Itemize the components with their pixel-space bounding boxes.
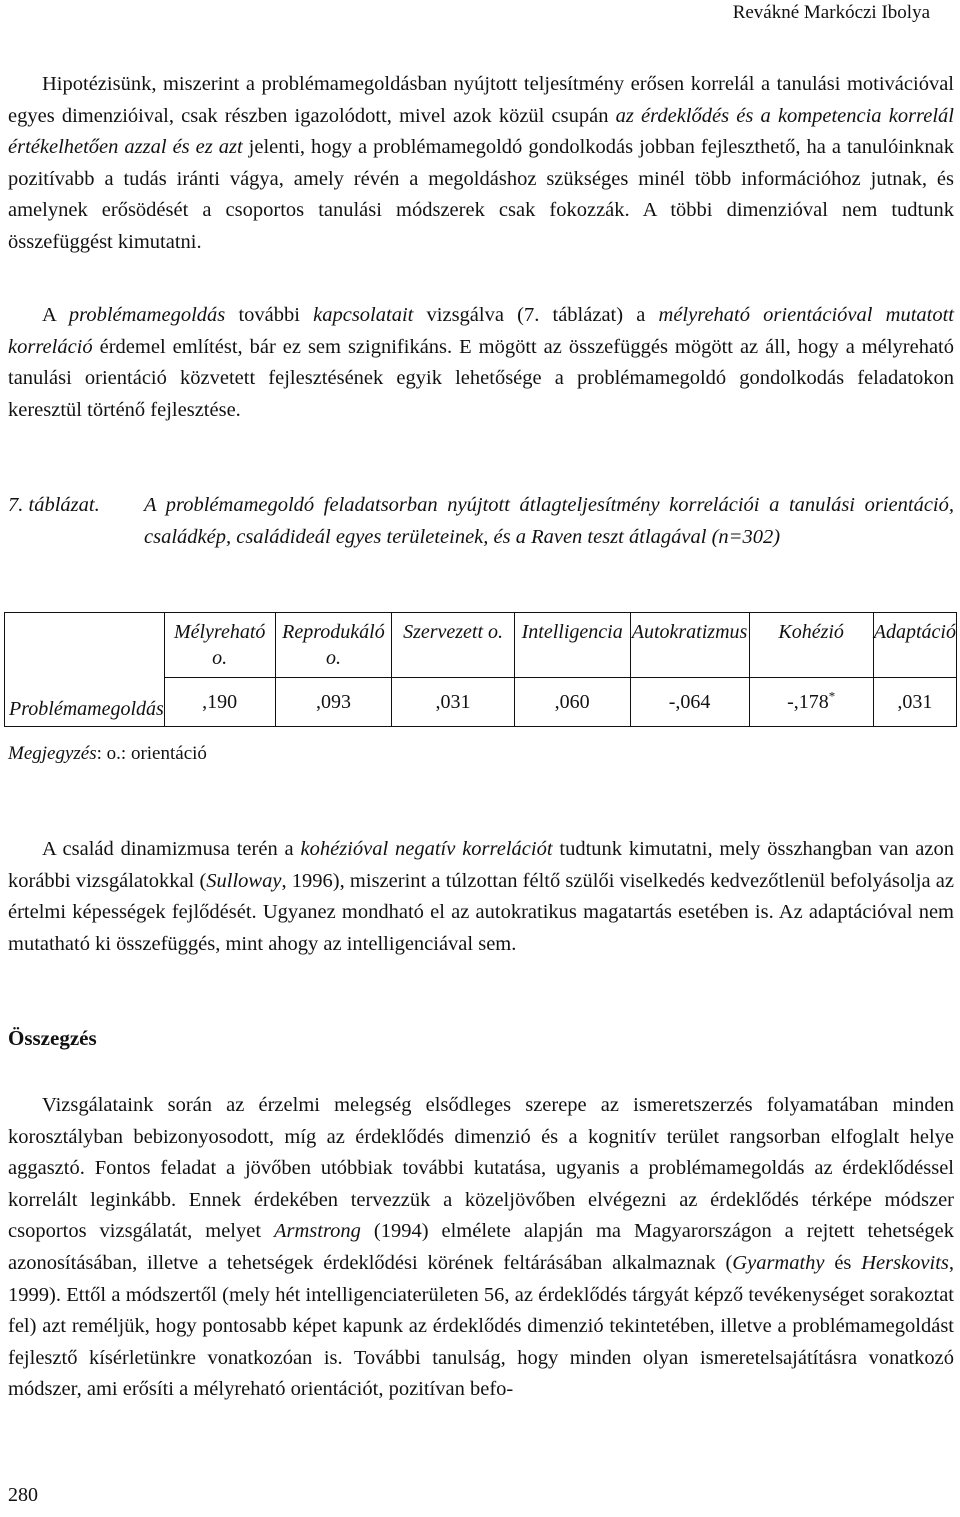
section-heading: Összegzés (8, 1026, 97, 1050)
table-note-text: : o.: orientáció (96, 743, 207, 764)
para1-text-1: Hipotézisünk, miszerint a problémamegoldásban nyújtott teljesítmény erősen korrelál a tanulási motivációval egyes dimenzióival, csak részben igazolódott, mivel azok közül csupán (8, 73, 954, 127)
table-cell: ,093 (275, 678, 392, 727)
para3-emphasis-1: kohézióval negatív korrelációt (300, 838, 553, 860)
para2-text-4: érdemel említést, bár ez sem szignifikáns. E mögött az összefüggés mögött az áll, hogy a mélyreható tanulási orientáció közvetett fejlesztésének egyik lehetősége a problémamegoldó gondolkodás feladatokon keresztül történő fejlesztése. (8, 335, 954, 421)
table-header-cell: Autokratizmus (630, 613, 749, 678)
para2-emphasis-2: kapcsolatait (313, 304, 414, 326)
para4-citation-2: Gyarmathy (732, 1251, 825, 1274)
para2-emphasis-3: mélyreható orientációval mutatott korreláció (8, 304, 954, 358)
table-note (8, 743, 207, 765)
paragraph-summary (8, 1090, 954, 1406)
para3-citation: Sulloway (206, 869, 282, 892)
table-cell: ,190 (164, 678, 275, 727)
para2-text-1: A (42, 304, 69, 326)
paragraph-family-dynamics (8, 834, 954, 960)
para1-emphasis: az érdeklődés és a kompetencia korrelál értékelhetően azzal és ez azt (8, 104, 955, 159)
table-header-cell: Mélyreható o. (164, 613, 275, 678)
table-header-cell: Kohézió (749, 613, 873, 678)
table-header-cell: Adaptáció (873, 613, 956, 678)
table-header-cell: Intelligencia (514, 613, 630, 678)
para3-text-2: tudtunk kimutatni, mely összhangban van azon korábbi vizsgálatokkal ( (8, 838, 954, 892)
table-cell: ,060 (514, 678, 630, 727)
para1-text-2: jelenti, hogy a problémamegoldó gondolkodás jobban fejleszthető, ha a tanulóinknak pozitívabb a tudás iránti vágya, amely révén a megoldáshoz szükséges minél több információhoz jutnak, és amelynek erősödését a csoportos tanulási módszerek csak fokozzák. A többi dimenzióval nem tudtunk összefüggést kimutatni. (8, 136, 955, 253)
running-header: Revákné Markóczi Ibolya (732, 2, 930, 23)
para4-citation-1: Armstrong (273, 1220, 361, 1243)
table-header-cell: Reprodukáló o. (275, 613, 392, 678)
para4-text-3: és (824, 1251, 862, 1274)
table-cell-significant (749, 678, 873, 727)
table-row-label: Problémamegoldás (5, 613, 165, 727)
paragraph-problem-solving-relations (8, 300, 954, 426)
table-cell: ,031 (392, 678, 514, 727)
table-cell-value: -,178 (787, 690, 829, 713)
para4-text-2: (1994) elmélete alapján ma Magyarországon a rejtett tehetségek azonosításában, illetve a tehetségek érdeklődési körének feltárásában alkalmaznak ( (8, 1220, 954, 1274)
table-cell: ,031 (873, 678, 956, 727)
para4-text-4: , 1999). Ettől a módszertől (mely hét intelligenciaterületen 56, az érdeklődés tárgyát képző tevékenységet sorakoztat fel) azt reméljük, hogy pontosabb képet kapunk az érdeklődés dimenzió tekintetében, illetve a problémamegoldást fejlesztő kísérletünkre vonatkozóan is. További tanulság, hogy minden olyan ismeretelsajátításra vonatkozó módszer, ami erősíti a mélyreható orientációt, pozitívan befo- (8, 1251, 954, 1401)
para4-citation-3: Herskovits (861, 1251, 949, 1274)
para3-text-3: , 1996), miszerint a túlzottan féltő szülői viselkedés kedvezőtlenül befolyásolja az értelmi képességek fejlődését. Ugyanez mondható el az autokratikus magatartás esetében is. Az adaptációval nem mutatható ki összefüggés, mint ahogy az intelligenciával sem. (8, 869, 954, 955)
para2-text-3: vizsgálva (7. táblázat) a (413, 304, 659, 326)
table-header-row (5, 613, 957, 678)
page-number: 280 (8, 1484, 38, 1506)
table-caption-text: A problémamegoldó feladatsorban nyújtott átlagteljesítmény korrelációi a tanulási orientáció, családkép, családideál egyes területeinek, és a Raven teszt átlagával (n=302) (144, 494, 954, 548)
significance-mark: * (828, 687, 836, 703)
table-caption-number: 7. táblázat. (8, 494, 100, 516)
table-note-label: Megjegyzés (8, 743, 97, 764)
para3-text-1: A család dinamizmusa terén a (42, 838, 301, 860)
paragraph-hypothesis (8, 69, 954, 259)
para4-text-1: Vizsgálataink során az érzelmi melegség elsődleges szerepe az ismeretszerzés folyamatában minden korosztályban bebizonyosodott, míg az érdeklődés dimenzió és a kognitív terület rangsorban elfoglalt helye aggasztó. Fontos feladat a jövőben utóbbiak további kutatása, ugyanis a problémamegoldás az érdeklődéssel korrelált leginkább. Ennek érdekében tervezzük a közeljövőben elvégezni az érdeklődés térképe módszer csoportos vizsgálatát, melyet (8, 1094, 954, 1243)
correlation-table (4, 612, 957, 727)
table-header-cell: Szervezett o. (392, 613, 514, 678)
para2-emphasis-1: problémamegoldás (68, 304, 226, 326)
para2-text-2: további (225, 304, 314, 326)
table-cell: -,064 (630, 678, 749, 727)
